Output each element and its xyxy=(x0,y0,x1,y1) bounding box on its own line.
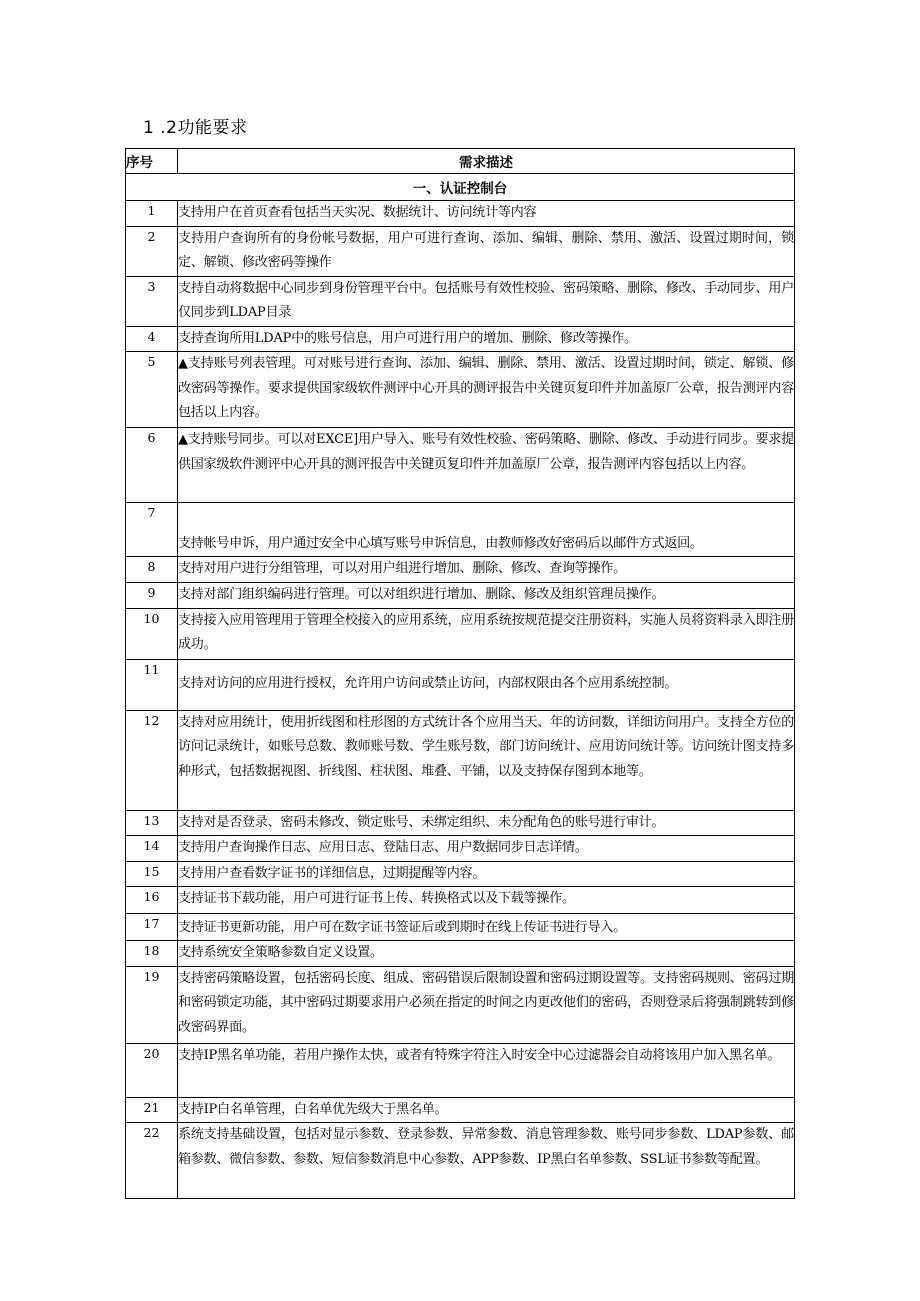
header-number: 序号 xyxy=(126,149,178,174)
table-row xyxy=(126,941,795,967)
row-number: 15 xyxy=(126,861,178,887)
table-row xyxy=(126,582,795,608)
row-number: 11 xyxy=(126,659,178,710)
section-heading: 1 .2功能要求 xyxy=(143,118,248,138)
table-row xyxy=(126,887,795,914)
row-description: 支持查询所用LDAP中的账号信息，用户可进行用户的增加、删除、修改等操作。 xyxy=(178,326,795,352)
table-row xyxy=(126,201,795,227)
row-number: 17 xyxy=(126,914,178,941)
header-description: 需求描述 xyxy=(178,149,795,174)
table-row xyxy=(126,326,795,352)
row-number: 1 xyxy=(126,201,178,227)
row-description: 系统支持基础设置，包括对显示参数、登录参数、异常参数、消息管理参数、账号同步参数、LDAP参数、邮箱参数、微信参数、参数、短信参数消息中心参数、APP参数、IP黑白名单参数、SSL证书参数等配置。 xyxy=(178,1123,795,1199)
table-row xyxy=(126,836,795,862)
section-row xyxy=(126,174,795,201)
table-row xyxy=(126,1043,795,1097)
row-number: 12 xyxy=(126,710,178,810)
row-number: 3 xyxy=(126,276,178,326)
row-number: 5 xyxy=(126,352,178,428)
row-number: 19 xyxy=(126,966,178,1043)
row-description: 支持对用户进行分组管理，可以对用户组进行增加、删除、修改、查询等操作。 xyxy=(178,557,795,583)
table-row xyxy=(126,861,795,887)
row-description: 支持对应用统计，使用折线图和柱形图的方式统计各个应用当天、年的访问数，详细访问用户。支持全方位的访问记录统计，如账号总数、教师账号数、学生账号数，部门访问统计、应用访问统计等。访问统计图支持多种形式，包括数据视图、折线图、柱状图、堆叠、平铺，以及支持保存图到本地等。 xyxy=(178,710,795,810)
table-row xyxy=(126,659,795,710)
row-description: 支持证书下载功能，用户可进行证书上传、转换格式以及下载等操作。 xyxy=(178,887,795,914)
row-number: 22 xyxy=(126,1123,178,1199)
row-number: 18 xyxy=(126,941,178,967)
table-header-row xyxy=(126,149,795,174)
row-description: 支持帐号申诉，用户通过安全中心填写账号申诉信息，由教师修改好密码后以邮件方式返回。 xyxy=(178,503,795,557)
row-number: 4 xyxy=(126,326,178,352)
row-number: 21 xyxy=(126,1097,178,1123)
table-row xyxy=(126,966,795,1043)
table-row xyxy=(126,226,795,276)
row-description: 支持对部门组织编码进行管理。可以对组织进行增加、删除、修改及组织管理员操作。 xyxy=(178,582,795,608)
row-description: 支持用户查询所有的身份帐号数据，用户可进行查询、添加、编辑、删除、禁用、激活、设置过期时间，锁定、解锁、修改密码等操作 xyxy=(178,226,795,276)
table-row xyxy=(126,276,795,326)
table-row xyxy=(126,810,795,836)
row-number: 10 xyxy=(126,608,178,659)
table-row xyxy=(126,557,795,583)
table-row xyxy=(126,503,795,557)
row-number: 7 xyxy=(126,503,178,557)
row-description: ▲支持账号同步。可以对EXCE]用户导入、账号有效性校验、密码策略、删除、修改、手动进行同步。要求提供国家级软件测评中心开具的测评报告中关键页复印件并加盖原厂公章，报告测评内容包括以上内容。 xyxy=(178,428,795,503)
table-row xyxy=(126,608,795,659)
table-row xyxy=(126,710,795,810)
table-row xyxy=(126,1097,795,1123)
requirements-table xyxy=(125,148,795,1199)
row-description: ▲支持账号列表管理。可对账号进行查询、添加、编辑、删除、禁用、激活、设置过期时间，锁定、解锁、修改密码等操作。要求提供国家级软件测评中心开具的测评报告中关键页复印件并加盖原厂公章，报告测评内容包括以上内容。 xyxy=(178,352,795,428)
row-description: 支持用户查看数字证书的详细信息，过期提醒等内容。 xyxy=(178,861,795,887)
row-description: 支持用户查询操作日志、应用日志、登陆日志、用户数据同步日志详情。 xyxy=(178,836,795,862)
table-row xyxy=(126,428,795,503)
table-row xyxy=(126,1123,795,1199)
row-description: 支持IP黑名单功能，若用户操作太快，或者有特殊字符注入时安全中心过滤器会自动将该用户加入黑名单。 xyxy=(178,1043,795,1097)
row-description: 支持自动将数据中心同步到身份管理平台中。包括账号有效性校验、密码策略、删除、修改、手动同步、用户仅同步到LDAP目录 xyxy=(178,276,795,326)
row-description: 支持系统安全策略参数自定义设置。 xyxy=(178,941,795,967)
row-number: 6 xyxy=(126,428,178,503)
table-row xyxy=(126,352,795,428)
row-description: 支持密码策略设置，包括密码长度、组成、密码错误后限制设置和密码过期设置等。支持密码规则、密码过期和密码锁定功能，其中密码过期要求用户必须在指定的时间之内更改他们的密码，否则登录后将强制跳转到修改密码界面。 xyxy=(178,966,795,1043)
row-number: 16 xyxy=(126,887,178,914)
row-description: 支持IP白名单管理，白名单优先级大于黑名单。 xyxy=(178,1097,795,1123)
row-number: 2 xyxy=(126,226,178,276)
row-number: 14 xyxy=(126,836,178,862)
row-description: 支持对访问的应用进行授权，允许用户访问或禁止访问，内部权限由各个应用系统控制。 xyxy=(178,659,795,710)
row-number: 9 xyxy=(126,582,178,608)
section-title: 一、认证控制台 xyxy=(126,174,795,201)
row-description: 支持接入应用管理用于管理全校接入的应用系统，应用系统按规范提交注册资料，实施人员将资料录入即注册成功。 xyxy=(178,608,795,659)
table-row xyxy=(126,914,795,941)
row-number: 13 xyxy=(126,810,178,836)
row-number: 8 xyxy=(126,557,178,583)
row-description: 支持证书更新功能，用户可在数字证书签证后或到期时在线上传证书进行导入。 xyxy=(178,914,795,941)
row-description: 支持对是否登录、密码未修改、锁定账号、未绑定组织、未分配角色的账号进行审计。 xyxy=(178,810,795,836)
row-description: 支持用户在首页查看包括当天实况、数据统计、访问统计等内容 xyxy=(178,201,795,227)
row-number: 20 xyxy=(126,1043,178,1097)
